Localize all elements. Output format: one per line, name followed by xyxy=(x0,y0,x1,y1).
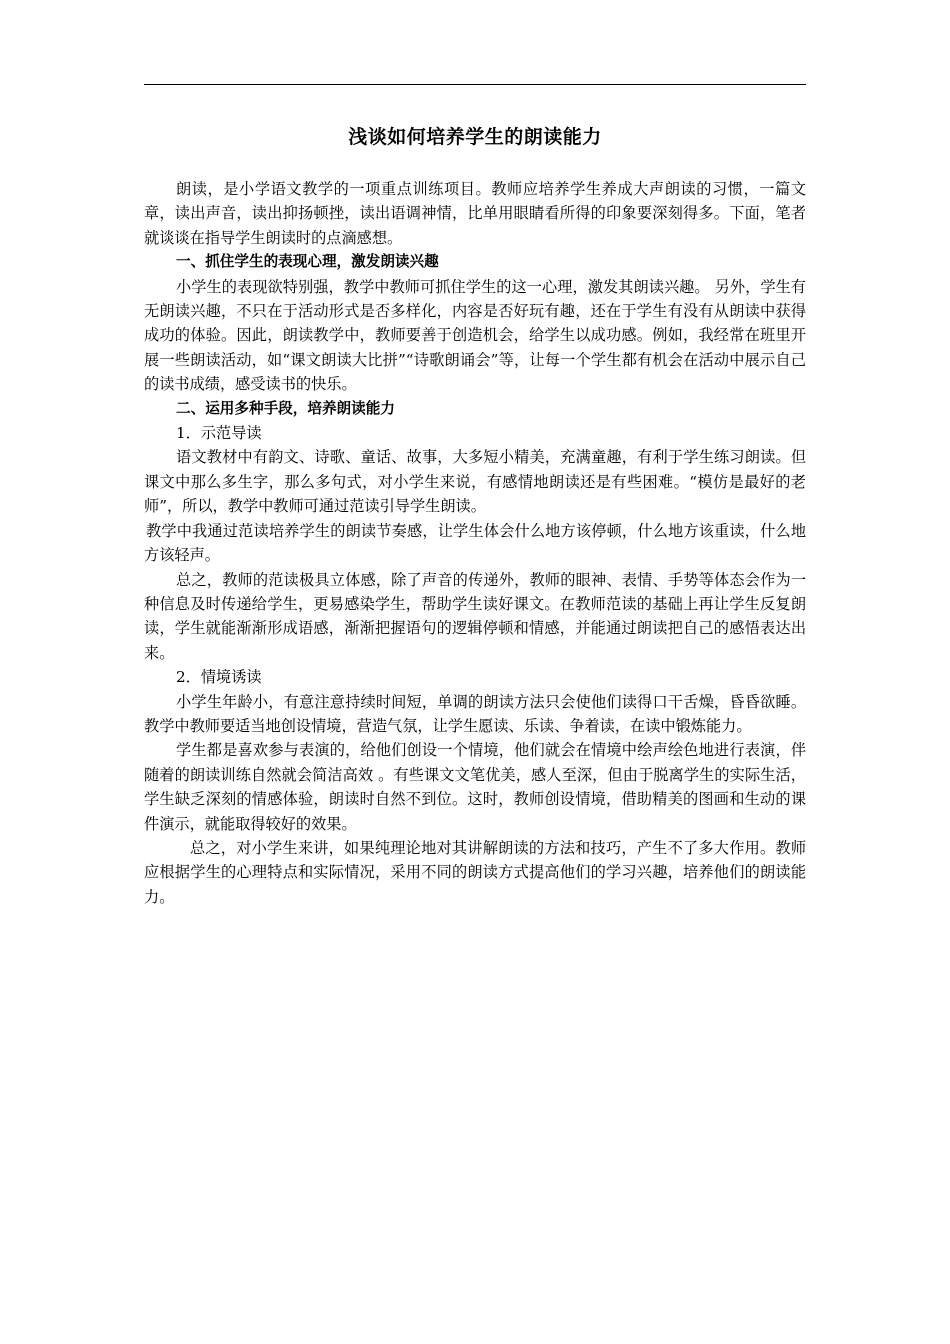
header-rule xyxy=(144,84,806,85)
document-title: 浅谈如何培养学生的朗读能力 xyxy=(348,126,602,148)
section-heading-1: 一、抓住学生的表现心理，激发朗读兴趣 xyxy=(176,253,439,271)
section-heading-2: 二、运用多种手段，培养朗读能力 xyxy=(176,399,395,417)
paragraph-demonstration-2: 教学中我通过范读培养学生的朗读节奏感，让学生体会什么地方该停顿，什么地方该重读，什么地方该轻声。 xyxy=(144,521,806,565)
document-page xyxy=(144,0,806,1344)
subheading-situation: 2．情境诱读 xyxy=(176,668,262,687)
paragraph-intro: 朗读，是小学语文教学的一项重点训练项目。教师应培养学生养成大声朗读的习惯，一篇文章，读出声音，读出抑扬顿挫，读出语调神情，比单用眼睛看所得的印象要深刻得多。下面，笔者就谈谈在指导学生朗读时的点滴感想。 xyxy=(144,180,806,247)
paragraph-demonstration-3: 总之，教师的范读极具立体感，除了声音的传递外，教师的眼神、表情、手势等体态会作为一种信息及时传递给学生，更易感染学生，帮助学生读好课文。在教师范读的基础上再让学生反复朗读，学生就能渐渐形成语感，渐渐把握语句的逻辑停顿和情感，并能通过朗读把自己的感悟表达出来。 xyxy=(144,570,806,662)
paragraph-section-1: 小学生的表现欲特别强，教学中教师可抓住学生的这一心理，激发其朗读兴趣。 另外，学生有无朗读兴趣，不只在于活动形式是否多样化，内容是否好玩有趣，还在于学生有没有从朗读中获得成功的体验。因此，朗读教学中，教师要善于创造机会，给学生以成功感。例如，我经常在班里开展一些朗读活动，如“课文朗读大比拼”“诗歌朗诵会”等，让每一个学生都有机会在活动中展示自己的读书成绩，感受读书的快乐。 xyxy=(144,277,806,394)
paragraph-demonstration-1: 语文教材中有韵文、诗歌、童话、故事，大多短小精美，充满童趣，有利于学生练习朗读。但课文中那么多生字，那么多句式，对小学生来说，有感情地朗读还是有些困难。“模仿是最好的老师”，所以，教学中教师可通过范读引导学生朗读。 xyxy=(144,448,806,516)
paragraph-situation-1: 小学生年龄小，有意注意持续时间短，单调的朗读方法只会使他们读得口干舌燥，昏昏欲睡。教学中教师要适当地创设情境，营造气氛，让学生愿读、乐读、争着读，在读中锻炼能力。 xyxy=(144,692,806,735)
subheading-demonstration: 1．示范导读 xyxy=(176,424,262,443)
paragraph-situation-2: 学生都是喜欢参与表演的，给他们创设一个情境，他们就会在情境中绘声绘色地进行表演，伴随着的朗读训练自然就会简洁高效 。有些课文文笔优美，感人至深，但由于脱离学生的实际生活，学生缺乏深刻的情感体验，朗读时自然不到位。这时，教师创设情境，借助精美的图画和生动的课件演示，就能取得较好的效果。 xyxy=(144,741,806,833)
paragraph-conclusion: 总之，对小学生来讲，如果纯理论地对其讲解朗读的方法和技巧，产生不了多大作用。教师应根据学生的心理特点和实际情况，采用不同的朗读方式提高他们的学习兴趣，培养他们的朗读能力。 xyxy=(144,838,806,906)
document-body xyxy=(144,177,806,909)
